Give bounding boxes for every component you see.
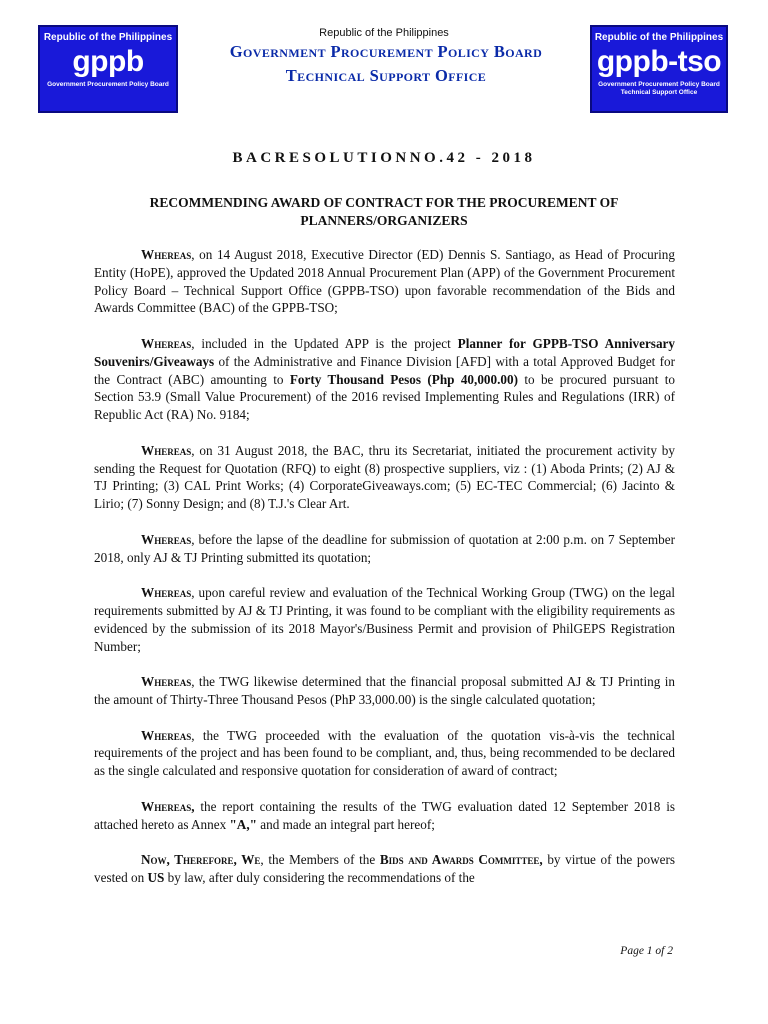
paragraph-lead: Whereas <box>141 727 192 743</box>
paragraph-lead: Whereas <box>141 442 192 458</box>
logo-right-mark: gppb-tso <box>596 45 722 78</box>
logo-right-bottom-text: Government Procurement Policy Board Technical Support Office <box>598 81 720 96</box>
paragraph-text: of the Administrative and Finance Division [AFD] with a total Approved Budget for the Contract (ABC) amounting to <box>94 353 675 387</box>
project-name: Planner for GPPB-TSO Anniversary Souvenirs/Giveaways <box>94 335 675 369</box>
agency-name: Government Procurement Policy Board <box>229 42 543 61</box>
paragraph-text: , upon careful review and evaluation of the Technical Working Group (TWG) on the legal requirements submitted by AJ & TJ Printing, it was found to be compliant with the eligibility requirements as evidenced by the submission of its 2018 Mayor's/Business Permit and provision of PhilGEPS Registration Number; <box>94 585 675 654</box>
page-number: Page 1 of 2 <box>620 945 673 957</box>
paragraph-lead: Whereas <box>141 674 192 690</box>
paragraph-lead: Now, Therefore, We <box>141 852 261 868</box>
resolution-subject: RECOMMENDING AWARD OF CONTRACT FOR THE PROCUREMENT OF PLANNERS/ORGANIZERS <box>149 195 619 228</box>
paragraph-text: and made an integral part hereof; <box>256 816 435 832</box>
paragraph-text: the report containing the results of the TWG evaluation dated 12 September 2018 is attached hereto as Annex <box>94 798 675 832</box>
us-emphasis: US <box>147 869 165 885</box>
paragraph-whereas-8 <box>94 798 675 834</box>
office-name: Technical Support Office <box>285 66 487 85</box>
abc-amount: Forty Thousand Pesos (Php 40,000.00) <box>289 371 518 387</box>
paragraph-whereas-7 <box>94 727 675 780</box>
paragraph-whereas-5 <box>94 584 675 655</box>
resolution-number: BACRESOLUTIONNO.42 - 2018 <box>232 150 536 166</box>
paragraph-whereas-4 <box>94 531 675 567</box>
paragraph-lead: Whereas <box>141 585 192 601</box>
paragraph-text: , on 31 August 2018, the BAC, thru its Secretariat, initiated the procurement activity by sending the Request for Quotation (RFQ) to eight (8) prospective suppliers, viz : (1) Aboda Prints; (2) AJ & TJ Printing; (3) CAL Print Works; (4) CorporateGiveaways.com; (5) EC-TEC Commercial; (6) Jacinto & Lirio; (7) Sonny Design; and (8) T.J.'s Clear Art. <box>94 442 675 512</box>
paragraph-text: by law, after duly considering the recommendations of the <box>164 869 475 885</box>
paragraph-text: , on 14 August 2018, Executive Director (ED) Dennis S. Santiago, as Head of Procuring Entity (HoPE), approved the Updated 2018 Annual Procurement Plan (APP) of the Government Procurement Policy Board – Technical Support Office (GPPB-TSO) upon favorable recommendation of the Bids and Awards Committee (BAC) of the GPPB-TSO; <box>94 247 675 316</box>
annex-label: "A," <box>229 816 257 832</box>
paragraph-text: , the TWG likewise determined that the financial proposal submitted AJ & TJ Printing in the amount of Thirty-Three Thousand Pesos (PhP 33,000.00) is the single calculated quotation; <box>94 674 675 707</box>
logo-left-bottom-text: Government Procurement Policy Board <box>47 81 169 88</box>
paragraph-lead: Whereas <box>141 531 192 547</box>
paragraph-text: to be procured pursuant to Section 53.9 (Small Value Procurement) of the 2016 revised Implementing Rules and Regulations (IRR) of Republic Act (RA) No. 9184; <box>94 371 675 423</box>
paragraph-now-therefore <box>94 851 675 887</box>
logo-left-top-text: Republic of the Philippines <box>43 32 173 43</box>
paragraph-lead: Whereas, <box>141 798 195 814</box>
paragraph-text: , before the lapse of the deadline for submission of quotation at 2:00 p.m. on 7 September 2018, only AJ & TJ Printing submitted its quotation; <box>94 531 675 565</box>
committee-name: Bids and Awards Committee, <box>379 852 543 868</box>
republic-line: Republic of the Philippines <box>319 27 449 39</box>
paragraph-text: , included in the Updated APP is the project <box>191 335 458 351</box>
paragraph-whereas-3 <box>94 442 675 513</box>
paragraph-text: by virtue of the powers vested on <box>94 852 675 885</box>
logo-left-mark: gppb <box>72 45 144 78</box>
paragraph-lead: Whereas <box>141 247 192 262</box>
paragraph-whereas-6 <box>94 673 675 709</box>
document-body <box>94 246 675 904</box>
paragraph-whereas-2 <box>94 335 675 424</box>
logo-right-top-text: Republic of the Philippines <box>594 32 724 43</box>
paragraph-text: , the TWG proceeded with the evaluation of the quotation vis-à-vis the technical requirements of the project and has been found to be compliant, and, thus, being recommended to be declared as the single calculated and responsive quotation for consideration of award of contract; <box>94 727 675 779</box>
paragraph-lead: Whereas <box>141 335 192 351</box>
paragraph-text: , the Members of the <box>260 852 380 868</box>
paragraph-whereas-1 <box>94 246 675 317</box>
